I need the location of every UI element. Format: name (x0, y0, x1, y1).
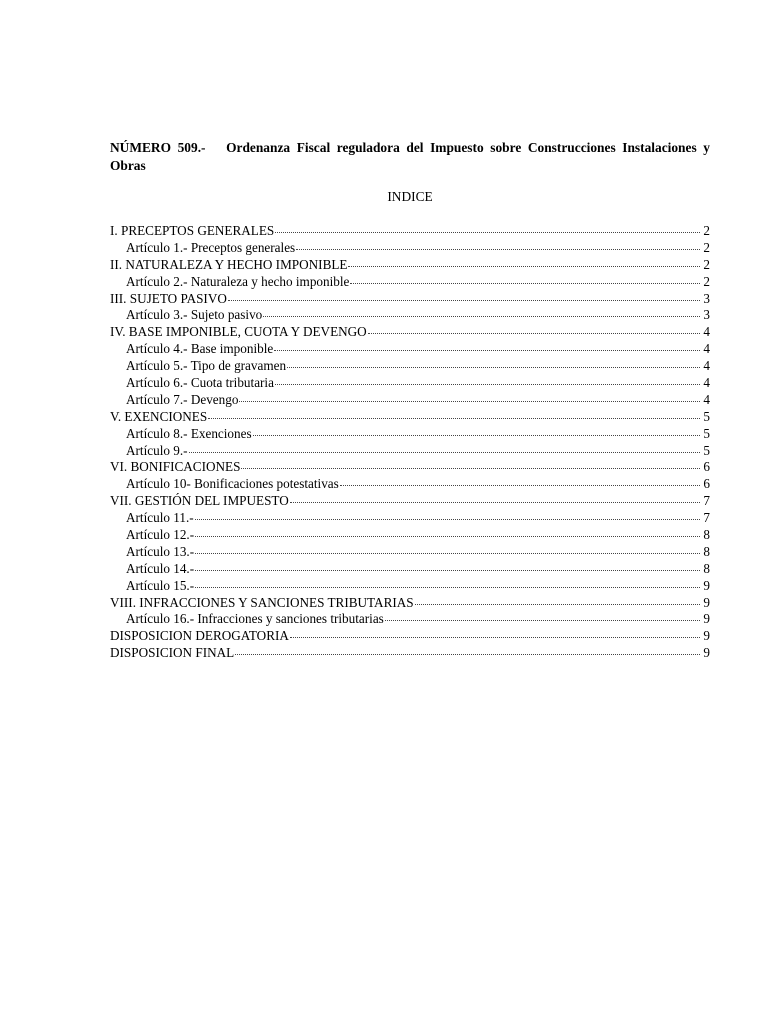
toc-dot-leader (253, 424, 700, 436)
toc-entry-label: Artículo 13.- (126, 543, 195, 559)
toc-entry-page: 8 (703, 543, 710, 559)
toc-dot-leader (348, 255, 700, 267)
toc-entry-label: Artículo 5.- Tipo de gravamen (126, 358, 287, 374)
toc-entry-page: 4 (703, 358, 710, 374)
toc-entry-label: Artículo 2.- Naturaleza y hecho imponible (126, 273, 350, 289)
toc-entry-page: 5 (703, 408, 710, 424)
toc-dot-leader (368, 322, 700, 334)
toc-entry-label: Artículo 7.- Devengo (126, 391, 239, 407)
toc-entry-page: 4 (703, 391, 710, 407)
toc-entry-page: 5 (703, 442, 710, 458)
toc-dot-leader (195, 525, 700, 537)
toc-dot-leader (241, 457, 700, 469)
toc-entry-page: 2 (703, 239, 710, 255)
toc-dot-leader (415, 593, 700, 605)
toc-entry-page: 7 (703, 510, 710, 526)
toc-entry-label: VII. GESTIÓN DEL IMPUESTO (110, 493, 289, 509)
toc-entry-page: 3 (703, 307, 710, 323)
toc-entry-page: 9 (703, 611, 710, 627)
toc-dot-leader (290, 491, 700, 503)
toc-dot-leader (195, 508, 700, 520)
toc-dot-leader (235, 643, 700, 655)
toc-entry-label: DISPOSICION FINAL (110, 645, 235, 661)
toc-entry-label: VIII. INFRACCIONES Y SANCIONES TRIBUTARIAS (110, 594, 414, 610)
toc-dot-leader (287, 356, 700, 368)
toc-entry-label: Artículo 16.- Infracciones y sanciones tributarias (126, 611, 384, 627)
toc-dot-leader (263, 305, 700, 317)
toc-entry-page: 3 (703, 290, 710, 306)
toc-entry-label: Artículo 8.- Exenciones (126, 425, 252, 441)
toc-entry-label: Artículo 6.- Cuota tributaria (126, 375, 274, 391)
toc-entry-page: 4 (703, 375, 710, 391)
toc-entry-page: 9 (703, 577, 710, 593)
toc-dot-leader (296, 238, 700, 250)
toc-entry-label: II. NATURALEZA Y HECHO IMPONIBLE (110, 256, 348, 272)
toc-entry-label: Artículo 15.- (126, 577, 195, 593)
toc-entry-label: Artículo 9.- (126, 442, 188, 458)
toc-entry[interactable] (110, 645, 710, 662)
toc-entry-page: 6 (703, 459, 710, 475)
toc-entry-page: 4 (703, 341, 710, 357)
toc-entry-label: Artículo 1.- Preceptos generales (126, 239, 296, 255)
toc-dot-leader (340, 474, 700, 486)
toc-entry-label: V. EXENCIONES (110, 408, 208, 424)
toc-entry-label: Artículo 4.- Base imponible (126, 341, 274, 357)
toc-entry-label: IV. BASE IMPONIBLE, CUOTA Y DEVENGO (110, 324, 367, 340)
toc-entry-page: 7 (703, 493, 710, 509)
index-heading: INDICE (387, 189, 433, 204)
toc-dot-leader (208, 407, 700, 419)
document-title (110, 139, 710, 175)
toc-dot-leader (195, 542, 700, 554)
toc-entry-page: 5 (703, 425, 710, 441)
toc-dot-leader (275, 221, 700, 233)
toc-dot-leader (195, 559, 700, 571)
toc-entry-label: DISPOSICION DEROGATORIA (110, 628, 289, 644)
toc-dot-leader (274, 339, 700, 351)
toc-entry-label: Artículo 12.- (126, 527, 195, 543)
toc-entry-page: 8 (703, 527, 710, 543)
toc-entry-label: VI. BONIFICACIONES (110, 459, 241, 475)
toc-entry-page: 2 (703, 223, 710, 238)
toc-entry-page: 9 (703, 628, 710, 644)
toc-dot-leader (189, 441, 700, 453)
toc-entry-page: 6 (703, 476, 710, 492)
toc-entry-label: Artículo 11.- (126, 510, 194, 526)
toc-dot-leader (385, 609, 700, 621)
toc-entry-label: Artículo 3.- Sujeto pasivo (126, 307, 263, 323)
toc-entry-label: I. PRECEPTOS GENERALES (110, 223, 275, 238)
toc-dot-leader (350, 272, 700, 284)
toc-entry-page: 2 (703, 273, 710, 289)
toc-dot-leader (290, 626, 700, 638)
title-number: NÚMERO 509.- (110, 140, 206, 155)
toc-dot-leader (195, 576, 700, 588)
toc-dot-leader (239, 390, 700, 402)
toc-entry-page: 4 (703, 324, 710, 340)
toc-entry-page: 9 (703, 594, 710, 610)
toc-entry-label: Artículo 10- Bonificaciones potestativas (126, 476, 339, 492)
toc-entry-page: 8 (703, 560, 710, 576)
toc-dot-leader (228, 289, 700, 301)
toc-dot-leader (275, 373, 700, 385)
title-text: Ordenanza Fiscal reguladora del Impuesto sobre Construcciones Instalaciones y Obras (110, 140, 710, 173)
toc-entry-label: Artículo 14.- (126, 560, 195, 576)
table-of-contents (110, 223, 710, 662)
toc-entry-page: 2 (703, 256, 710, 272)
toc-entry-label: III. SUJETO PASIVO (110, 290, 227, 306)
toc-entry-page: 9 (703, 645, 710, 661)
